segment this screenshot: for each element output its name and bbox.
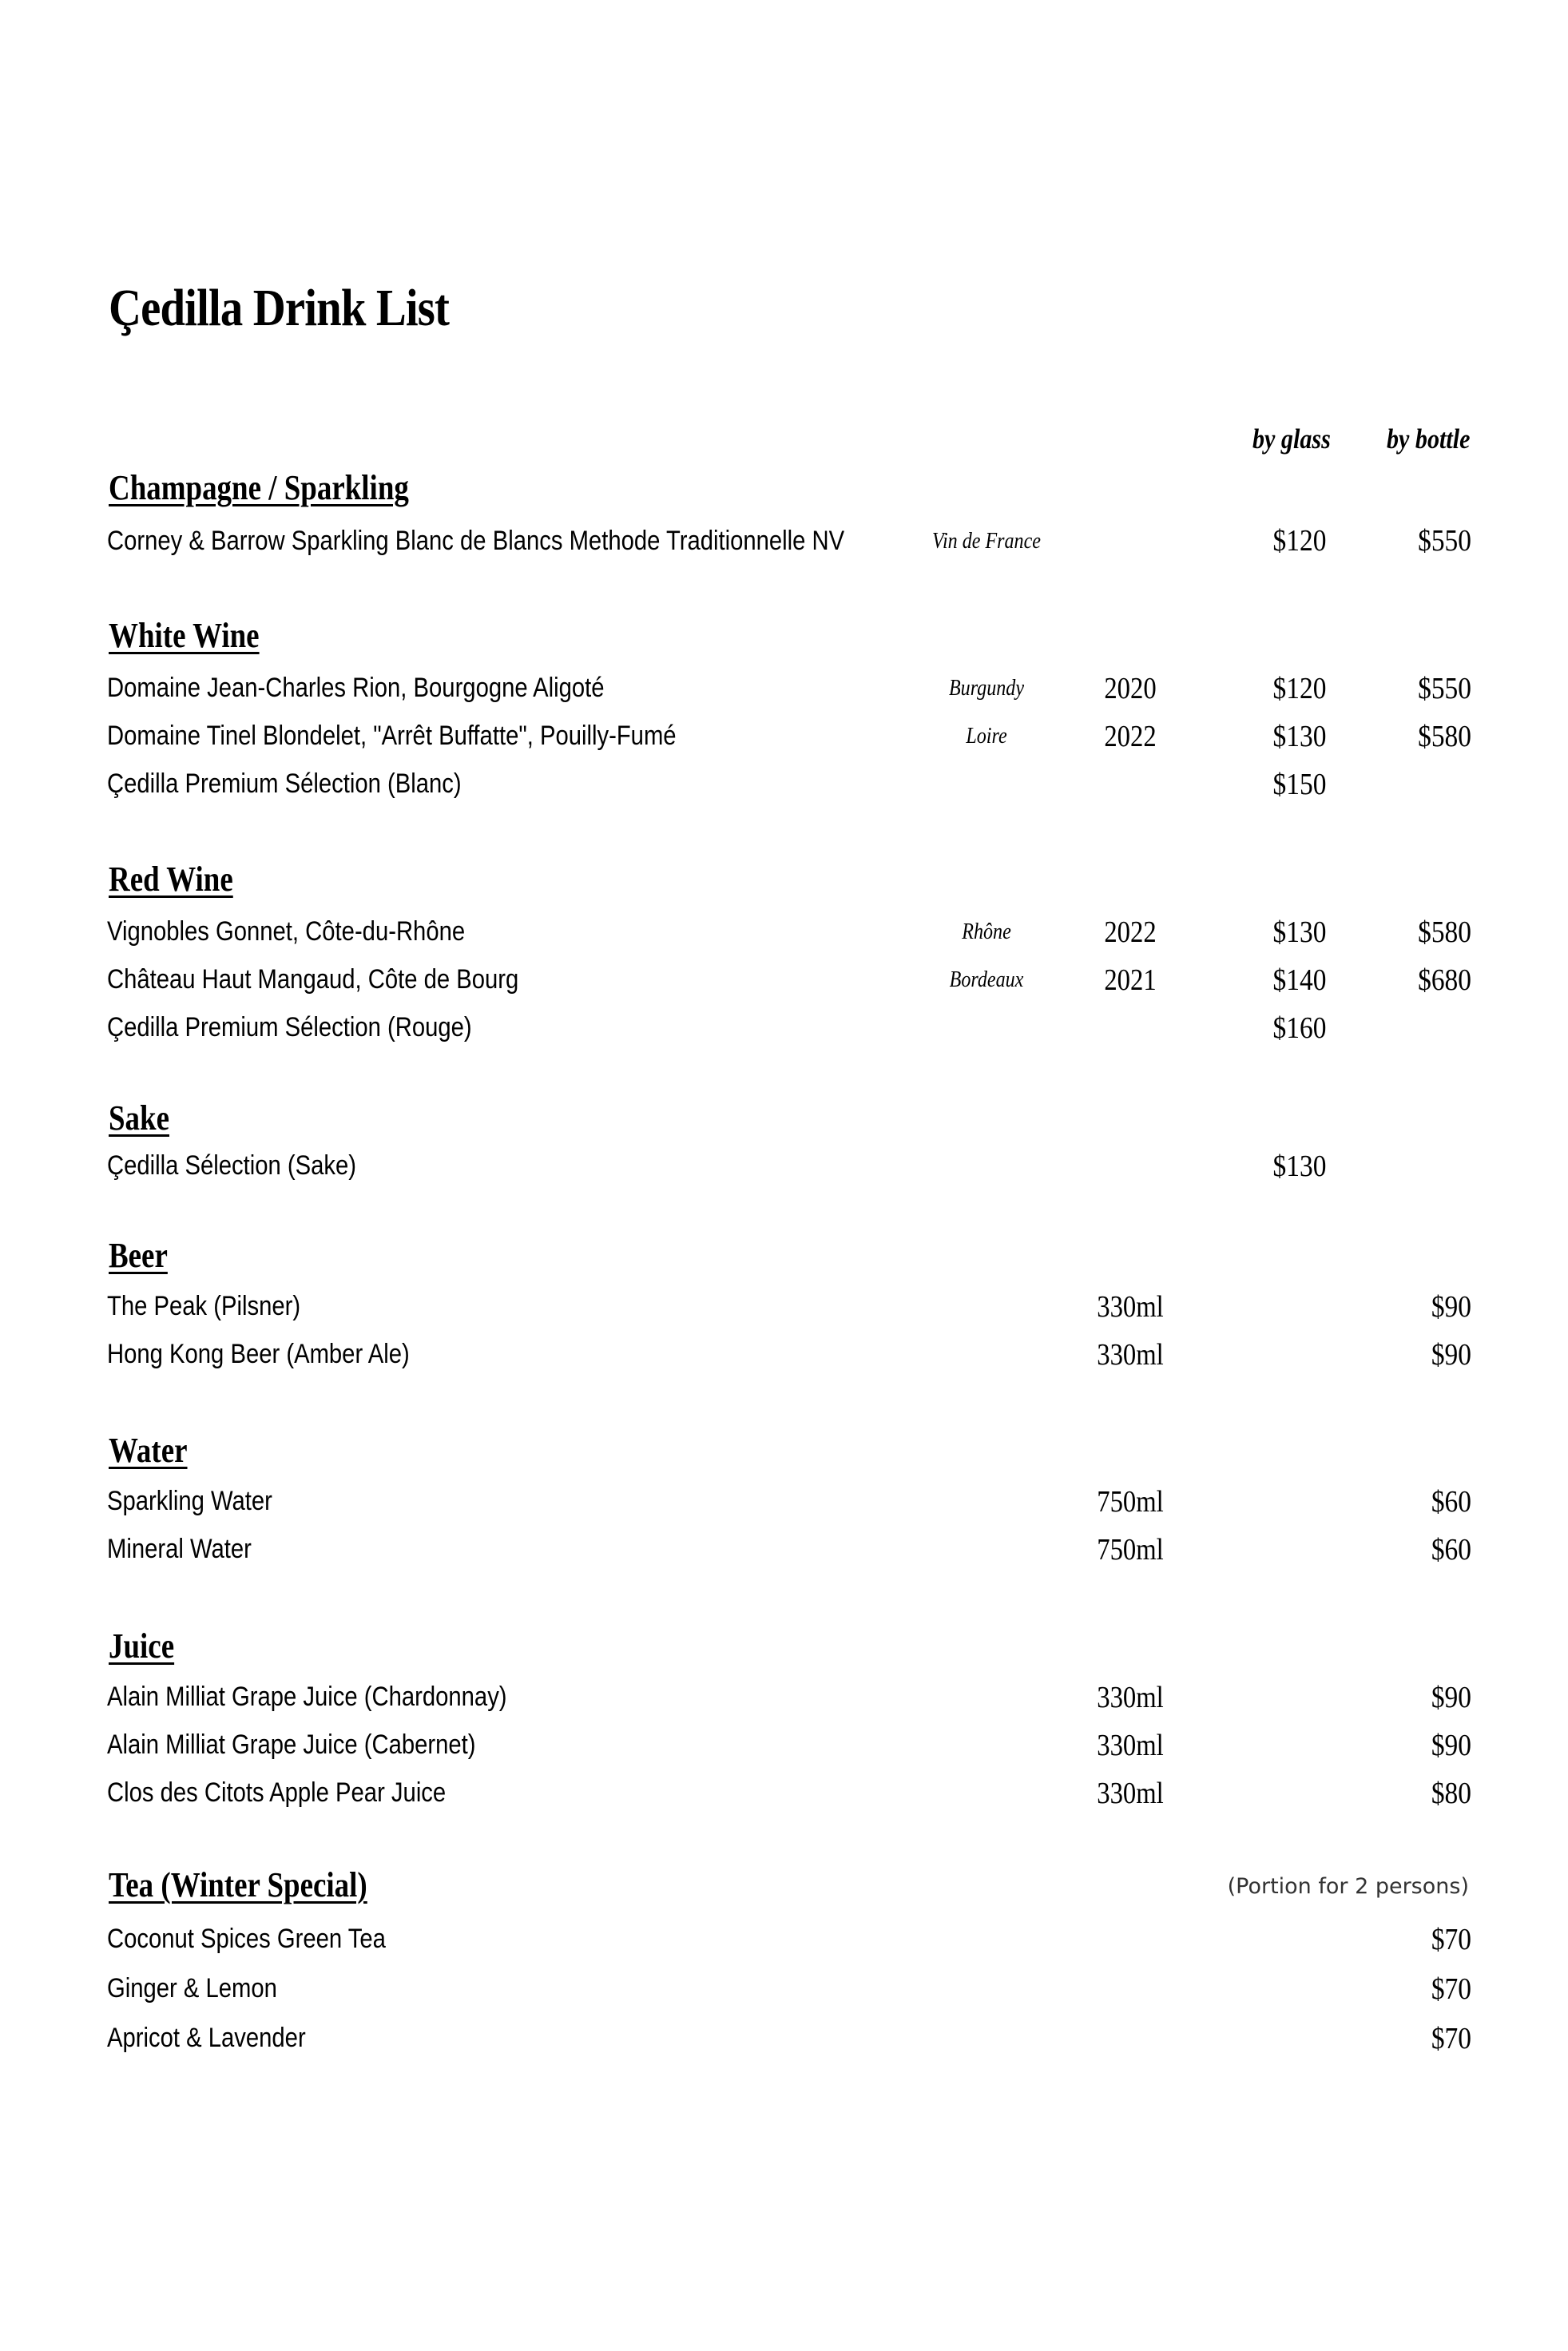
item-price-bottle: $90 <box>1431 1729 1471 1762</box>
item-price-bottle: $90 <box>1431 1290 1471 1324</box>
section-heading-red-wine: Red Wine <box>109 860 233 899</box>
item-price-glass: $130 <box>1272 915 1327 949</box>
item-name: Alain Milliat Grape Juice (Chardonnay) <box>107 1682 507 1712</box>
item-name: Sparkling Water <box>107 1486 272 1516</box>
item-volume: 750ml <box>1097 1533 1164 1567</box>
item-price-glass: $160 <box>1272 1011 1327 1045</box>
item-name: Apricot & Lavender <box>107 2023 306 2053</box>
column-header-by-glass: by glass <box>1252 423 1331 455</box>
item-region: Bordeaux <box>949 967 1024 992</box>
item-name: Clos des Citots Apple Pear Juice <box>107 1777 447 1808</box>
item-price-glass: $130 <box>1272 720 1327 753</box>
item-price-bottle: $60 <box>1431 1533 1471 1567</box>
item-name: Domaine Jean-Charles Rion, Bourgogne Aligoté <box>107 673 605 703</box>
item-price-glass: $140 <box>1272 963 1327 997</box>
item-volume: 330ml <box>1097 1729 1164 1762</box>
item-volume: 750ml <box>1097 1485 1164 1519</box>
item-name: Château Haut Mangaud, Côte de Bourg <box>107 964 519 995</box>
item-region: Burgundy <box>948 676 1025 701</box>
section-heading-tea: Tea (Winter Special) <box>109 1865 367 1904</box>
section-heading-beer: Beer <box>109 1236 168 1275</box>
item-name: Ginger & Lemon <box>107 1973 277 2004</box>
section-heading-white-wine: White Wine <box>109 616 260 655</box>
item-name: Domaine Tinel Blondelet, "Arrêt Buffatte", Pouilly-Fumé <box>107 721 677 751</box>
item-price-glass: $120 <box>1272 672 1327 705</box>
item-price-glass: $120 <box>1272 524 1327 558</box>
item-name: Çedilla Sélection (Sake) <box>107 1150 357 1181</box>
item-price-glass: $130 <box>1272 1150 1327 1183</box>
item-volume: 330ml <box>1097 1681 1164 1714</box>
item-name: Mineral Water <box>107 1534 252 1564</box>
item-name: Corney & Barrow Sparkling Blanc de Blancs Methode Traditionnelle NV <box>107 526 845 556</box>
item-vintage: 2021 <box>1104 963 1157 997</box>
section-heading-juice: Juice <box>109 1626 175 1666</box>
item-price-bottle: $80 <box>1431 1777 1471 1810</box>
item-volume: 330ml <box>1097 1777 1164 1810</box>
item-name: Alain Milliat Grape Juice (Cabernet) <box>107 1729 476 1760</box>
item-price-bottle: $580 <box>1418 915 1471 949</box>
page-title: Çedilla Drink List <box>109 279 450 337</box>
item-price-bottle: $580 <box>1418 720 1471 753</box>
item-name: Hong Kong Beer (Amber Ale) <box>107 1339 410 1369</box>
section-heading-water: Water <box>109 1431 188 1470</box>
item-vintage: 2022 <box>1104 915 1157 949</box>
item-vintage: 2020 <box>1104 672 1157 705</box>
item-vintage: 2022 <box>1104 720 1157 753</box>
item-region: Loire <box>966 724 1007 749</box>
item-name: Çedilla Premium Sélection (Blanc) <box>107 768 462 799</box>
item-region: Rhône <box>962 919 1011 944</box>
item-price-bottle: $550 <box>1418 672 1471 705</box>
item-price: $70 <box>1431 1972 1471 2006</box>
item-price: $70 <box>1431 1923 1471 1956</box>
item-name: The Peak (Pilsner) <box>107 1291 301 1321</box>
item-volume: 330ml <box>1097 1338 1164 1372</box>
item-price-bottle: $550 <box>1418 524 1471 558</box>
item-price: $70 <box>1431 2022 1471 2055</box>
column-header-by-bottle: by bottle <box>1387 423 1471 455</box>
item-price-bottle: $680 <box>1418 963 1471 997</box>
section-heading-sparkling: Champagne / Sparkling <box>109 468 409 507</box>
item-price-bottle: $90 <box>1431 1681 1471 1714</box>
item-name: Coconut Spices Green Tea <box>107 1924 386 1954</box>
item-region: Vin de France <box>932 529 1041 554</box>
item-price-bottle: $60 <box>1431 1485 1471 1519</box>
portion-note: (Portion for 2 persons) <box>1227 1874 1469 1899</box>
section-heading-sake: Sake <box>109 1098 170 1138</box>
item-name: Vignobles Gonnet, Côte-du-Rhône <box>107 916 466 947</box>
item-name: Çedilla Premium Sélection (Rouge) <box>107 1012 472 1042</box>
item-price-bottle: $90 <box>1431 1338 1471 1372</box>
item-volume: 330ml <box>1097 1290 1164 1324</box>
item-price-glass: $150 <box>1272 768 1327 801</box>
